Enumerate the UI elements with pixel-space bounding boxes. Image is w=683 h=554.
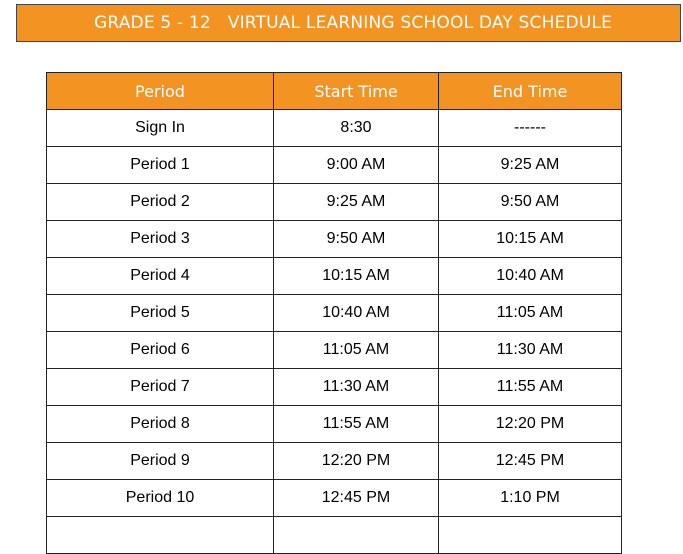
end-time-cell: 1:10 PM — [439, 480, 622, 517]
end-time-cell: 10:40 AM — [439, 258, 622, 295]
table-row — [47, 258, 622, 295]
period-cell: Period 6 — [47, 332, 274, 369]
period-cell: Period 3 — [47, 221, 274, 258]
period-cell: Period 10 — [47, 480, 274, 517]
table-row — [47, 147, 622, 184]
period-cell: Period 9 — [47, 443, 274, 480]
period-cell: Period 2 — [47, 184, 274, 221]
empty-cell — [47, 517, 274, 554]
table-row — [47, 332, 622, 369]
start-time-cell: 9:00 AM — [274, 147, 439, 184]
table-row — [47, 406, 622, 443]
period-cell: Period 5 — [47, 295, 274, 332]
table-row — [47, 443, 622, 480]
schedule-table — [46, 72, 622, 554]
start-time-cell: 9:25 AM — [274, 184, 439, 221]
start-time-cell: 8:30 — [274, 110, 439, 147]
end-time-cell: 9:50 AM — [439, 184, 622, 221]
table-row — [47, 184, 622, 221]
end-time-cell: 10:15 AM — [439, 221, 622, 258]
end-time-cell: 11:05 AM — [439, 295, 622, 332]
period-cell: Sign In — [47, 110, 274, 147]
column-header-end-time: End Time — [439, 73, 622, 110]
start-time-cell: 12:20 PM — [274, 443, 439, 480]
period-cell: Period 1 — [47, 147, 274, 184]
start-time-cell: 11:55 AM — [274, 406, 439, 443]
table-row — [47, 480, 622, 517]
end-time-cell: 12:20 PM — [439, 406, 622, 443]
page-title-banner — [16, 4, 681, 42]
page-title: GRADE 5 - 12 VIRTUAL LEARNING SCHOOL DAY SCHEDULE — [94, 13, 613, 33]
table-row-partial — [47, 517, 622, 554]
empty-cell — [439, 517, 622, 554]
start-time-cell: 11:05 AM — [274, 332, 439, 369]
start-time-cell: 12:45 PM — [274, 480, 439, 517]
period-cell: Period 7 — [47, 369, 274, 406]
table-row — [47, 110, 622, 147]
end-time-cell: 11:30 AM — [439, 332, 622, 369]
column-header-start-time: Start Time — [274, 73, 439, 110]
start-time-cell: 9:50 AM — [274, 221, 439, 258]
table-row — [47, 295, 622, 332]
end-time-cell: ------ — [439, 110, 622, 147]
start-time-cell: 11:30 AM — [274, 369, 439, 406]
period-cell: Period 4 — [47, 258, 274, 295]
end-time-cell: 11:55 AM — [439, 369, 622, 406]
end-time-cell: 9:25 AM — [439, 147, 622, 184]
table-row — [47, 369, 622, 406]
empty-cell — [274, 517, 439, 554]
end-time-cell: 12:45 PM — [439, 443, 622, 480]
period-cell: Period 8 — [47, 406, 274, 443]
table-header-row — [47, 73, 622, 110]
start-time-cell: 10:15 AM — [274, 258, 439, 295]
start-time-cell: 10:40 AM — [274, 295, 439, 332]
column-header-period: Period — [47, 73, 274, 110]
table-row — [47, 221, 622, 258]
